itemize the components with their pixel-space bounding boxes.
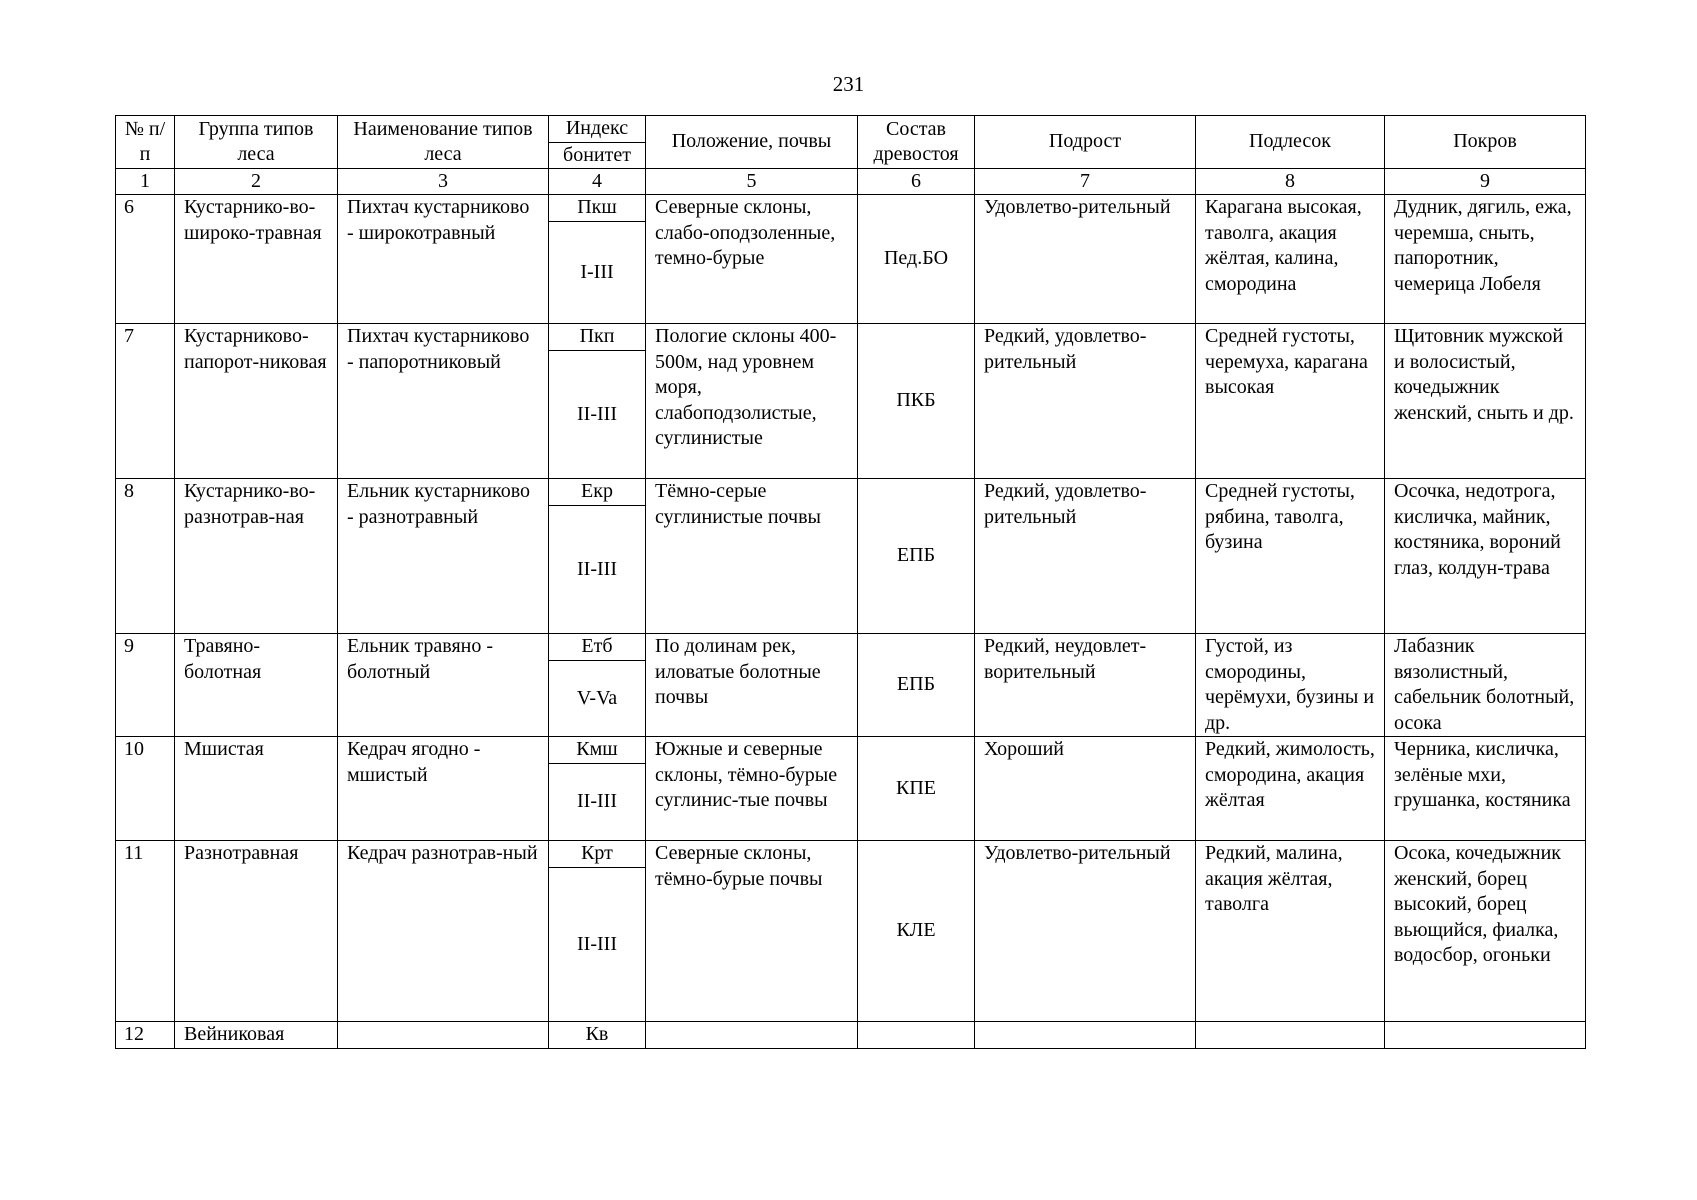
row-underbrush: Средней густоты, рябина, таволга, бузина: [1196, 479, 1385, 634]
row-num: 10: [116, 737, 175, 841]
row-underbrush: Карагана высокая, таволга, акация жёлтая, калина, смородина: [1196, 195, 1385, 324]
row-cover: [1385, 1022, 1586, 1049]
row-composition: ЕПБ: [858, 634, 975, 737]
row-undergrowth: Редкий, неудовлет-ворительный: [975, 634, 1196, 737]
row-num: 11: [116, 841, 175, 1022]
row-index: Етб: [549, 634, 646, 661]
row-index: Екр: [549, 479, 646, 506]
row-index: Пкп: [549, 324, 646, 351]
table-row: [116, 737, 1586, 764]
row-position: Северные склоны, тёмно-бурые почвы: [646, 841, 858, 1022]
header-row: [116, 116, 1586, 143]
row-undergrowth: Удовлетво-рительный: [975, 841, 1196, 1022]
row-composition: [858, 1022, 975, 1049]
row-name: Пихтач кустарниково - широкотравный: [338, 195, 549, 324]
row-group: Кустарнико-во-широко-травная: [175, 195, 338, 324]
row-cover: Осочка, недотрога, кисличка, майник, костяника, вороний глаз, колдун-трава: [1385, 479, 1586, 634]
row-name: Кедрач разнотрав-ный: [338, 841, 549, 1022]
row-cover: Щитовник мужской и волосистый, кочедыжник женский, сныть и др.: [1385, 324, 1586, 479]
row-undergrowth: Редкий, удовлетво-рительный: [975, 479, 1196, 634]
row-position: Южные и северные склоны, тёмно-бурые суглинис-тые почвы: [646, 737, 858, 841]
row-index: Кмш: [549, 737, 646, 764]
row-bonitet: II-III: [549, 868, 646, 1022]
row-composition: КПЕ: [858, 737, 975, 841]
row-position: Тёмно-серые суглинистые почвы: [646, 479, 858, 634]
row-name: Ельник травяно - болотный: [338, 634, 549, 737]
row-underbrush: Редкий, малина, акация жёлтая, таволга: [1196, 841, 1385, 1022]
row-name: Ельник кустарниково - разнотравный: [338, 479, 549, 634]
row-position: [646, 1022, 858, 1049]
table-row: [116, 1022, 1586, 1049]
row-composition: Пед.БО: [858, 195, 975, 324]
row-name: [338, 1022, 549, 1049]
column-number: 5: [646, 169, 858, 195]
row-num: 6: [116, 195, 175, 324]
row-cover: Черника, кисличка, зелёные мхи, грушанка, костяника: [1385, 737, 1586, 841]
row-group: Вейниковая: [175, 1022, 338, 1049]
row-num: 7: [116, 324, 175, 479]
row-position: Пологие склоны 400-500м, над уровнем моря, слабоподзолистые, суглинистые: [646, 324, 858, 479]
row-composition: ЕПБ: [858, 479, 975, 634]
column-number: 9: [1385, 169, 1586, 195]
forest-types-table: [115, 115, 1586, 1049]
row-bonitet: V-Va: [549, 661, 646, 737]
column-number: 7: [975, 169, 1196, 195]
row-composition: КЛЕ: [858, 841, 975, 1022]
header-undergrowth: Подрост: [975, 116, 1196, 169]
row-group: Травяно-болотная: [175, 634, 338, 737]
header-composition: Состав древостоя: [858, 116, 975, 169]
row-bonitet: II-III: [549, 351, 646, 479]
table-row: [116, 841, 1586, 868]
row-name: Кедрач ягодно - мшистый: [338, 737, 549, 841]
header-index: Индекс: [549, 116, 646, 143]
column-number: 8: [1196, 169, 1385, 195]
header-bonitet: бонитет: [549, 142, 646, 169]
row-undergrowth: Редкий, удовлетво-рительный: [975, 324, 1196, 479]
header-name: Наименование типов леса: [338, 116, 549, 169]
row-cover: Дудник, дягиль, ежа, черемша, сныть, папоротник, чемерица Лобеля: [1385, 195, 1586, 324]
row-composition: ПКБ: [858, 324, 975, 479]
row-index: Кв: [549, 1022, 646, 1049]
row-position: По долинам рек, иловатые болотные почвы: [646, 634, 858, 737]
row-group: Кустарнико-во-разнотрав-ная: [175, 479, 338, 634]
column-number: 6: [858, 169, 975, 195]
header-position: Положение, почвы: [646, 116, 858, 169]
row-group: Кустарниково-папорот-никовая: [175, 324, 338, 479]
row-position: Северные склоны, слабо-оподзоленные, темно-бурые: [646, 195, 858, 324]
column-number: 2: [175, 169, 338, 195]
page-number: 231: [832, 72, 865, 96]
row-underbrush: Редкий, жимолость, смородина, акация жёлтая: [1196, 737, 1385, 841]
row-underbrush: Средней густоты, черемуха, карагана высокая: [1196, 324, 1385, 479]
row-underbrush: Густой, из смородины, черёмухи, бузины и др.: [1196, 634, 1385, 737]
column-number: 1: [116, 169, 175, 195]
row-undergrowth: [975, 1022, 1196, 1049]
row-index: Пкш: [549, 195, 646, 222]
row-bonitet: II-III: [549, 764, 646, 841]
table-row: [116, 634, 1586, 661]
row-num: 9: [116, 634, 175, 737]
row-num: 8: [116, 479, 175, 634]
row-group: Мшистая: [175, 737, 338, 841]
header-cover: Покров: [1385, 116, 1586, 169]
row-cover: Осока, кочедыжник женский, борец высокий, борец вьющийся, фиалка, водосбор, огоньки: [1385, 841, 1586, 1022]
row-group: Разнотравная: [175, 841, 338, 1022]
table-row: [116, 195, 1586, 222]
row-bonitet: II-III: [549, 506, 646, 634]
row-name: Пихтач кустарниково - папоротниковый: [338, 324, 549, 479]
column-number: 4: [549, 169, 646, 195]
table-row: [116, 324, 1586, 351]
row-bonitet: I-III: [549, 222, 646, 324]
header-num: № п/п: [116, 116, 175, 169]
row-index: Крт: [549, 841, 646, 868]
header-underbrush: Подлесок: [1196, 116, 1385, 169]
row-undergrowth: Удовлетво-рительный: [975, 195, 1196, 324]
table-row: [116, 479, 1586, 506]
row-underbrush: [1196, 1022, 1385, 1049]
row-num: 12: [116, 1022, 175, 1049]
row-cover: Лабазник вязолистный, сабельник болотный, осока: [1385, 634, 1586, 737]
row-undergrowth: Хороший: [975, 737, 1196, 841]
column-number: 3: [338, 169, 549, 195]
column-numbers-row: [116, 169, 1586, 195]
header-group: Группа типов леса: [175, 116, 338, 169]
